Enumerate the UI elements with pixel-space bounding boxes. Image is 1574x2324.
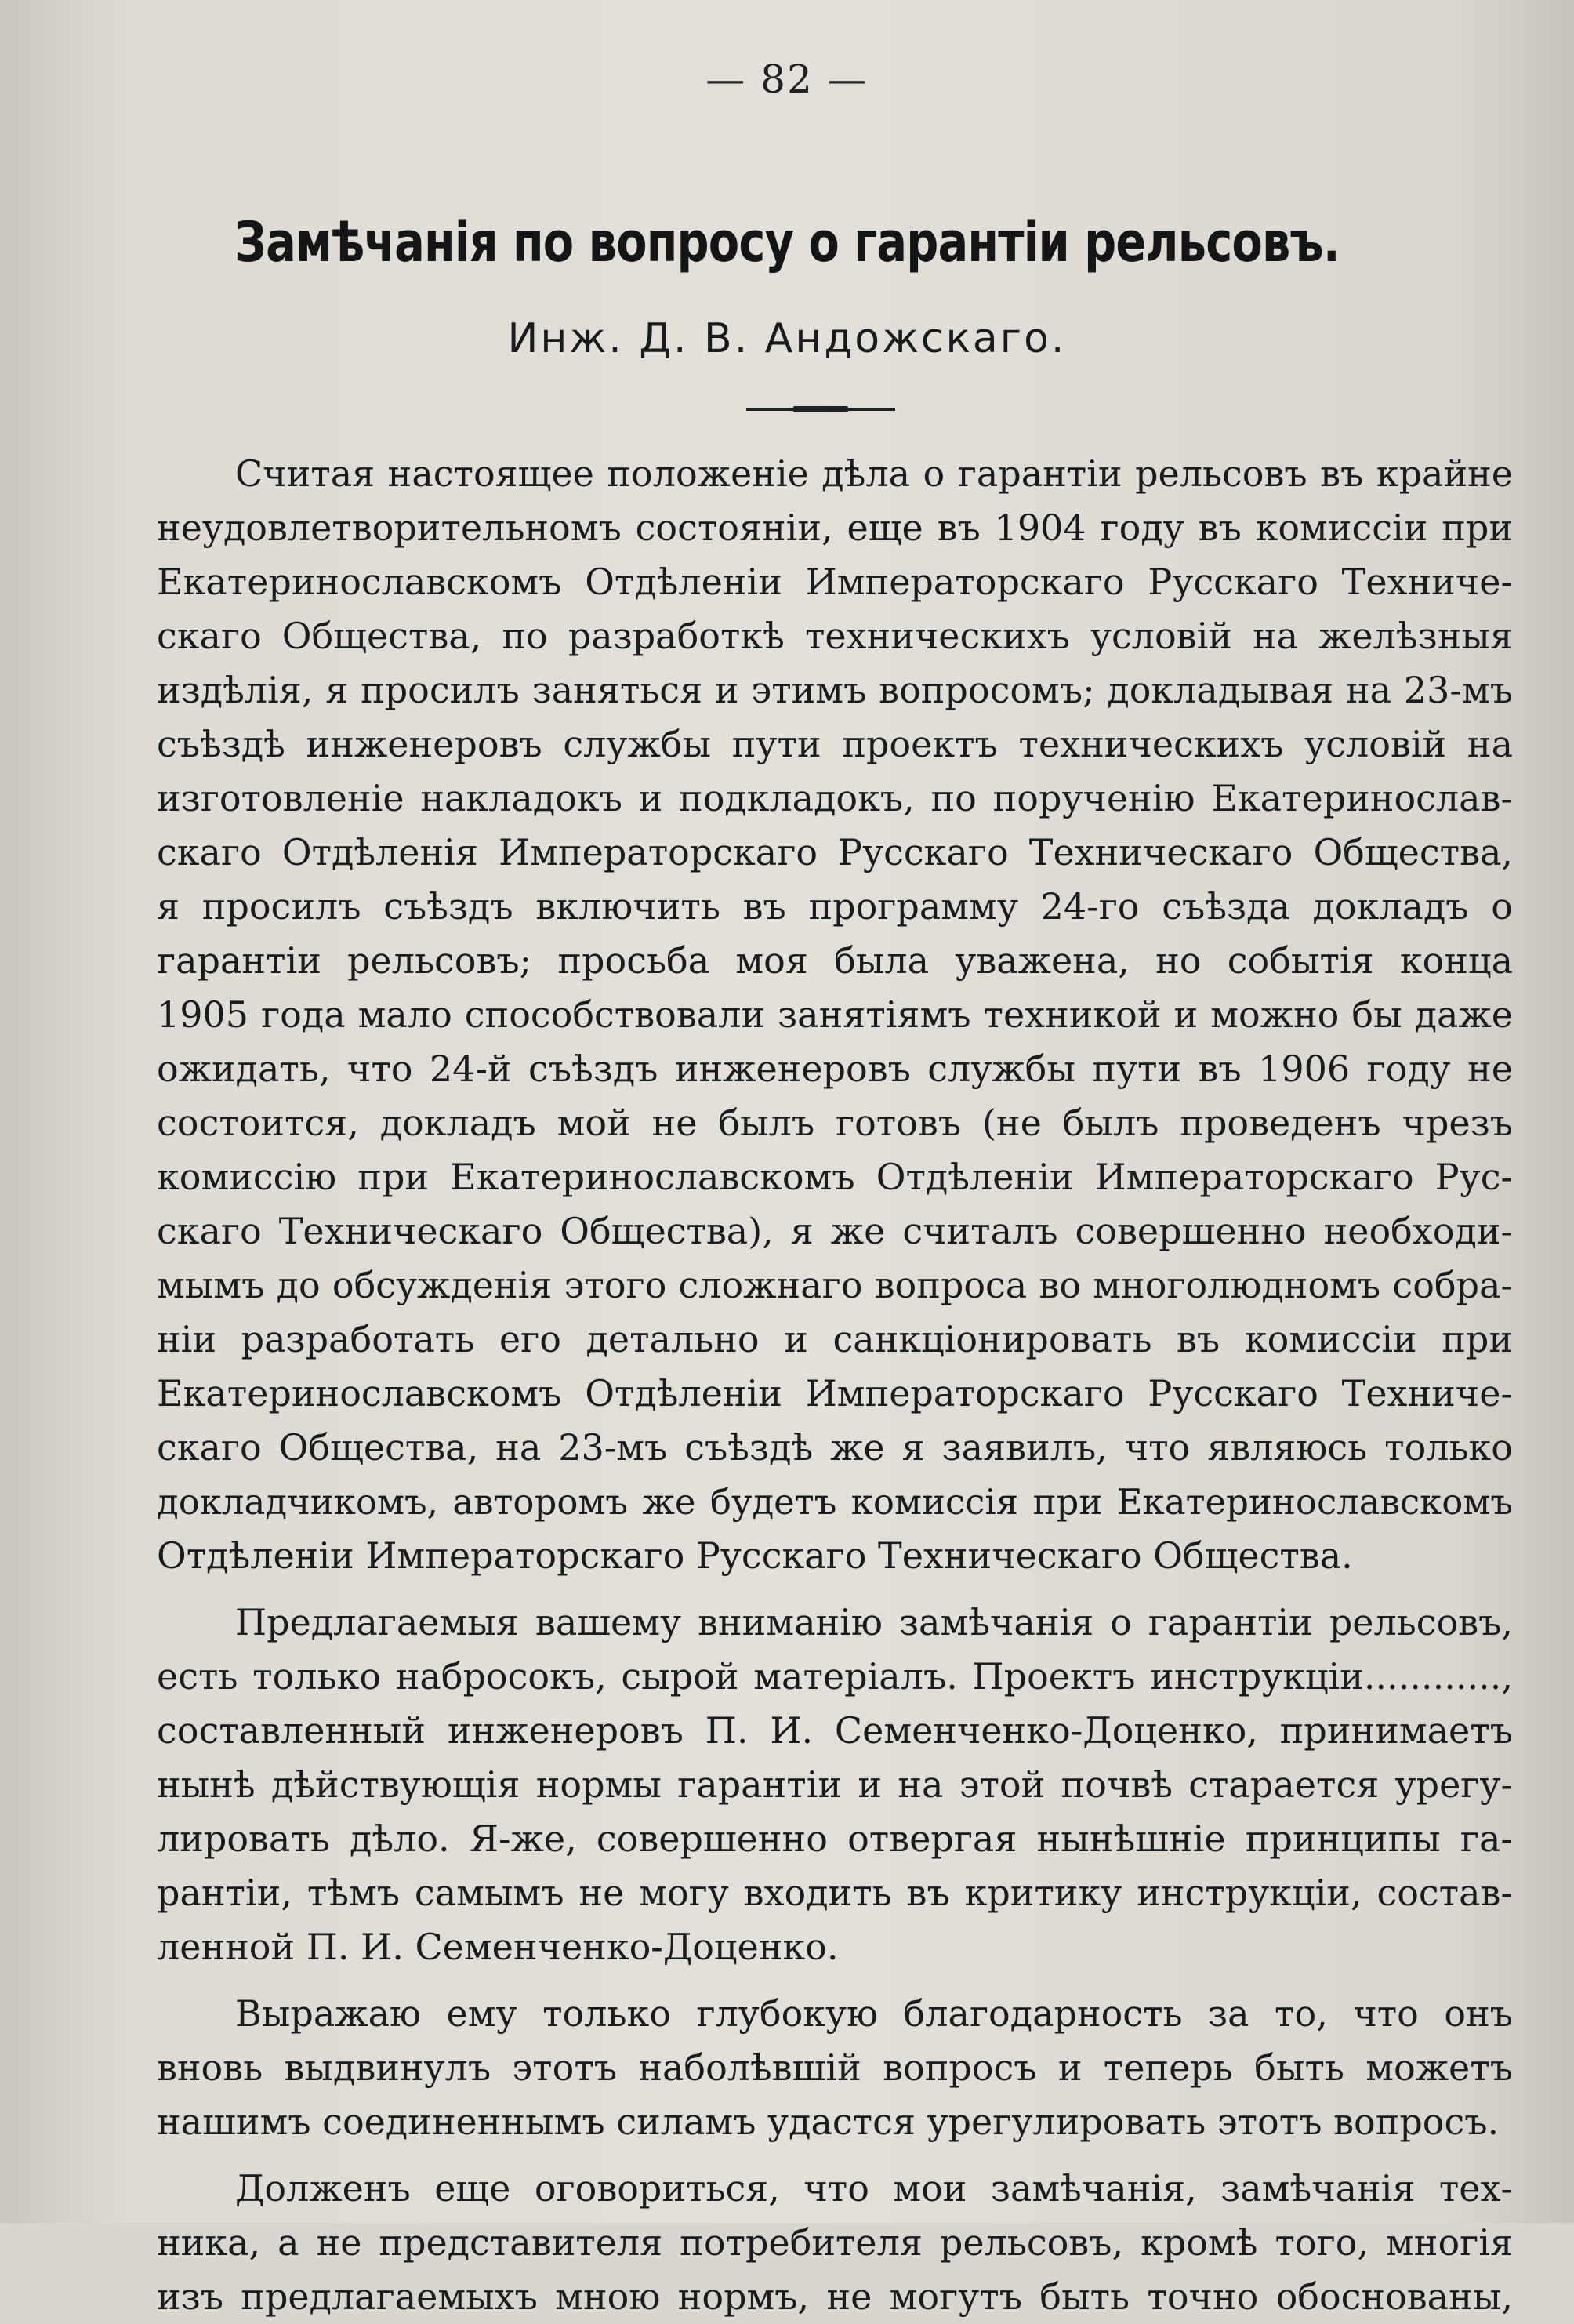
text-line: Долженъ еще оговориться, что мои замѣчанія, замѣчанія тех- <box>235 2167 1513 2210</box>
text-line: нашимъ соединеннымъ силамъ удастся урегулировать этотъ вопросъ. <box>157 2101 1500 2143</box>
paragraph-gap <box>157 2149 1513 2162</box>
text-line: ника, а не представителя потребителя рельсовъ, кромѣ того, многія <box>157 2221 1513 2264</box>
title-divider <box>746 408 895 411</box>
text-line: съѣздѣ инженеровъ службы пути проектъ техническихъ условій на <box>157 723 1513 765</box>
text-line: Выражаю ему только глубокую благодарность за то, что онъ <box>235 1992 1513 2035</box>
article-title: Замѣчанія по вопросу о гарантіи рельсовъ. <box>234 210 1340 274</box>
text-line: вновь выдвинулъ этотъ наболѣвшій вопросъ и теперь быть можетъ <box>157 2046 1513 2089</box>
text-line: неудовлетворительномъ состояніи, еще въ 1904 году въ комиссіи при <box>157 507 1513 549</box>
page-number: — 82 — <box>705 56 869 102</box>
text-line: комиссію при Екатеринославскомъ Отдѣленіи Императорскаго Рус- <box>157 1156 1513 1198</box>
text-line: есть только набросокъ, сырой матеріалъ. Проектъ инструкціи............, <box>157 1655 1513 1698</box>
article-body <box>157 447 1513 2324</box>
text-line: Отдѣленіи Императорскаго Русскаго Техническаго Общества. <box>157 1534 1353 1577</box>
text-line: 1905 года мало способствовали занятіямъ техникой и можно бы даже <box>157 993 1513 1036</box>
paragraph <box>157 1596 1513 1974</box>
text-line: издѣлія, я просилъ заняться и этимъ вопросомъ; докладывая на 23-мъ <box>157 669 1513 711</box>
text-line: ожидать, что 24-й съѣздъ инженеровъ службы пути въ 1906 году не <box>157 1048 1513 1090</box>
text-line: скаго Отдѣленія Императорскаго Русскаго Техническаго Общества, <box>157 831 1513 873</box>
paragraph <box>157 1987 1513 2149</box>
text-line: рантіи, тѣмъ самымъ не могу входить въ критику инструкціи, состав- <box>157 1872 1513 1914</box>
text-line: Екатеринославскомъ Отдѣленіи Императорскаго Русскаго Техниче- <box>157 561 1513 603</box>
text-line: ніи разработать его детально и санкціонировать въ комиссіи при <box>157 1318 1513 1360</box>
text-line: Предлагаемыя вашему вниманію замѣчанія о гарантіи рельсовъ, <box>235 1601 1513 1643</box>
text-line: лировать дѣло. Я-же, совершенно отвергая нынѣшніе принципы га- <box>157 1817 1513 1860</box>
text-line: Считая настоящее положеніе дѣла о гарантіи рельсовъ въ крайне <box>235 452 1513 495</box>
text-line: скаго Общества, по разработкѣ техническихъ условій на желѣзныя <box>157 615 1513 657</box>
text-line: я просилъ съѣздъ включить въ программу 24-го съѣзда докладъ о <box>157 885 1513 928</box>
article-author: Инж. Д. В. Андожскаго. <box>507 315 1067 362</box>
text-line: нынѣ дѣйствующія нормы гарантіи и на этой почвѣ старается урегу- <box>157 1763 1513 1806</box>
text-line: скаго Техническаго Общества), я же считалъ совершенно необходи- <box>157 1210 1513 1252</box>
text-line: мымъ до обсужденія этого сложнаго вопроса во многолюдномъ собра- <box>157 1264 1513 1306</box>
text-line: гарантіи рельсовъ; просьба моя была уважена, но событія конца <box>157 939 1513 982</box>
paragraph-gap <box>157 1583 1513 1596</box>
text-line: ленной П. И. Семенченко-Доценко. <box>157 1926 839 1968</box>
text-line: изготовленіе накладокъ и подкладокъ, по порученію Екатеринослав- <box>157 777 1513 819</box>
text-line: изъ предлагаемыхъ мною нормъ, не могутъ быть точно обоснованы, <box>157 2275 1513 2318</box>
paragraph <box>157 447 1513 1583</box>
text-line: состоится, докладъ мой не былъ готовъ (не былъ проведенъ чрезъ <box>157 1102 1513 1144</box>
text-line: докладчикомъ, авторомъ же будетъ комиссія при Екатеринославскомъ <box>157 1481 1513 1523</box>
text-line: составленный инженеровъ П. И. Семенченко-Доценко, принимаетъ <box>157 1709 1513 1752</box>
paragraph-gap <box>157 1974 1513 1987</box>
text-line: Екатеринославскомъ Отдѣленіи Императорскаго Русскаго Техниче- <box>157 1372 1513 1414</box>
text-line: скаго Общества, на 23-мъ съѣздѣ же я заявилъ, что являюсь только <box>157 1426 1513 1469</box>
paragraph <box>157 2162 1513 2324</box>
